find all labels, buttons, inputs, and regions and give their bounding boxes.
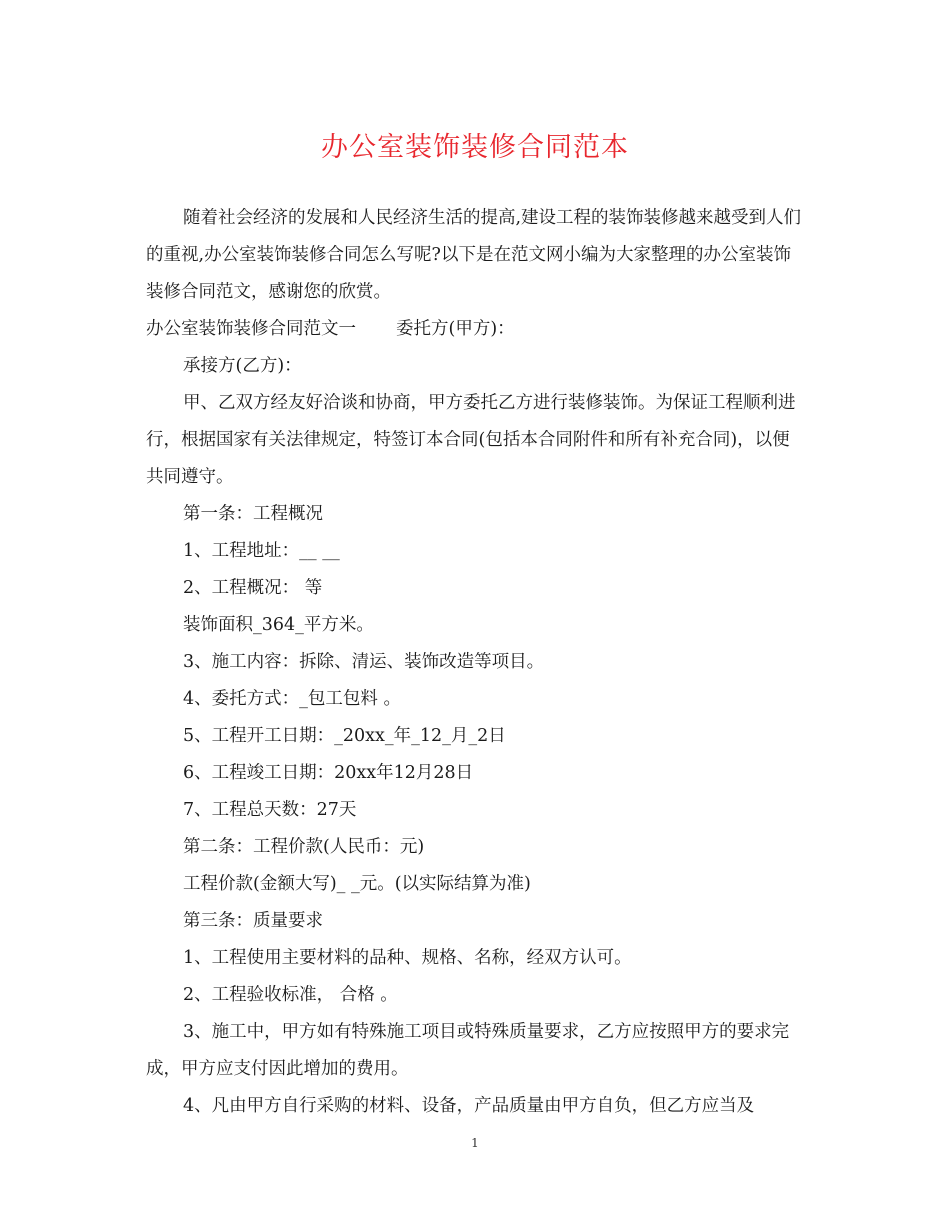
- article-3-item-2: 2、工程验收标准， 合格 。: [183, 985, 398, 1005]
- article-1-area: 装饰面积_364_平方米。: [183, 615, 374, 635]
- article-1-item-4: 4、委托方式：_包工包料 。: [183, 689, 401, 709]
- article-1-item-7: 7、工程总天数：27天: [183, 800, 357, 820]
- article-1-item-6: 6、工程竣工日期：20xx年12月28日: [183, 763, 474, 783]
- article-1-item-5: 5、工程开工日期：_20xx_年_12_月_2日: [183, 726, 506, 746]
- intro-paragraph: 随着社会经济的发展和人民经济生活的提高,建设工程的装饰装修越来越受到人们的重视,办公室装饰装修合同怎么写呢?以下是在范文网小编为大家整理的办公室装饰装修合同范文，感谢您的欣赏。: [146, 208, 802, 302]
- article-3-item-4: 4、凡由甲方自行采购的材料、设备，产品质量由甲方自负，但乙方应当及: [183, 1096, 755, 1116]
- article-1-item-1: 1、工程地址：__ __: [183, 541, 340, 561]
- article-2-title: 第二条：工程价款(人民币：元): [183, 837, 425, 857]
- party-a-label: 委托方(甲方)：: [396, 319, 515, 339]
- sample-heading-line: [146, 311, 515, 348]
- sample-heading: 办公室装饰装修合同范文一: [146, 319, 356, 339]
- article-1-item-3: 3、施工内容：拆除、清运、装饰改造等项目。: [183, 652, 545, 672]
- article-2-item-1: 工程价款(金额大写)_ _元。(以实际结算为准): [183, 874, 531, 894]
- document-title: 办公室装饰装修合同范本: [321, 132, 629, 163]
- article-3-item-1: 1、工程使用主要材料的品种、规格、名称，经双方认可。: [183, 948, 632, 968]
- party-b-label: 承接方(乙方)：: [183, 356, 302, 376]
- article-1-item-2: 2、工程概况： 等: [183, 578, 323, 598]
- page-number: 1: [471, 1136, 479, 1150]
- article-1-title: 第一条：工程概况: [183, 504, 323, 524]
- article-3-title: 第三条：质量要求: [183, 911, 323, 931]
- preamble-paragraph: 甲、乙双方经友好洽谈和协商，甲方委托乙方进行装修装饰。为保证工程顺利进行，根据国家有关法律规定，特签订本合同(包括本合同附件和所有补充合同)，以便共同遵守。: [146, 393, 796, 487]
- article-3-item-3: 3、施工中，甲方如有特殊施工项目或特殊质量要求，乙方应按照甲方的要求完成，甲方应支付因此增加的费用。: [146, 1022, 790, 1079]
